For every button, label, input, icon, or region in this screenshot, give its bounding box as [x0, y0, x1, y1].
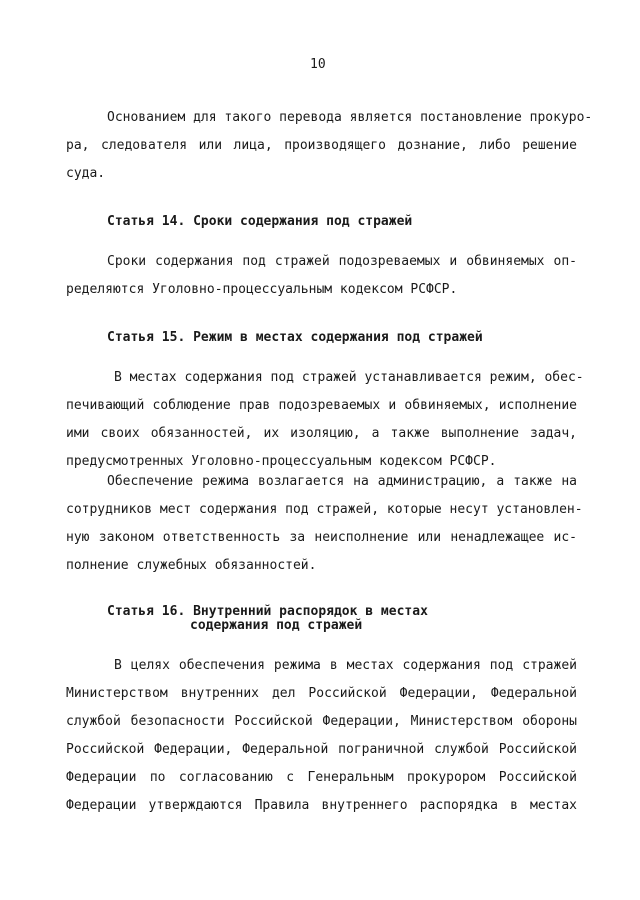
paragraph-line: полнение служебных обязанностей.: [66, 558, 317, 573]
paragraph-line: предусмотренных Уголовно-процессуальным кодексом РСФСР.: [66, 454, 497, 469]
paragraph-line: службой безопасности Российской Федерации, Министерством обороны: [66, 714, 577, 729]
paragraph-line: ределяются Уголовно-процессуальным кодексом РСФСР.: [66, 282, 458, 297]
paragraph-line: ра, следователя или лица, производящего дознание, либо решение: [66, 138, 577, 153]
paragraph-line: сотрудников мест содержания под стражей, которые несут установлен-: [66, 502, 583, 517]
paragraph-line: Федерации утверждаются Правила внутреннего распорядка в местах: [66, 798, 577, 813]
paragraph-line: Обеспечение режима возлагается на администрацию, а также на: [107, 474, 577, 489]
paragraph-line: В местах содержания под стражей устанавливается режим, обес-: [114, 370, 584, 385]
paragraph-line: Министерством внутренних дел Российской Федерации, Федеральной: [66, 686, 577, 701]
article-16-heading-line-2: содержания под стражей: [190, 618, 363, 633]
article-15-heading: Статья 15. Режим в местах содержания под стражей: [107, 330, 483, 345]
paragraph-line: суда.: [66, 166, 106, 181]
paragraph-line: В целях обеспечения режима в местах содержания под стражей: [114, 658, 577, 673]
paragraph-line: печивающий соблюдение прав подозреваемых и обвиняемых, исполнение: [66, 398, 577, 413]
paragraph-line: ими своих обязанностей, их изоляцию, а также выполнение задач,: [66, 426, 577, 441]
paragraph-line: ную законом ответственность за неисполнение или ненадлежащее ис-: [66, 530, 577, 545]
paragraph-line: Сроки содержания под стражей подозреваемых и обвиняемых оп-: [107, 254, 577, 269]
paragraph-line: Российской Федерации, Федеральной пограничной службой Российской: [66, 742, 577, 757]
page-number: 10: [310, 57, 326, 72]
article-14-heading: Статья 14. Сроки содержания под стражей: [107, 214, 413, 229]
paragraph-line: Основанием для такого перевода является постановление прокуро-: [107, 110, 593, 125]
paragraph-line: Федерации по согласованию с Генеральным прокурором Российской: [66, 770, 577, 785]
article-16-heading-line-1: Статья 16. Внутренний распорядок в местах: [107, 604, 428, 619]
